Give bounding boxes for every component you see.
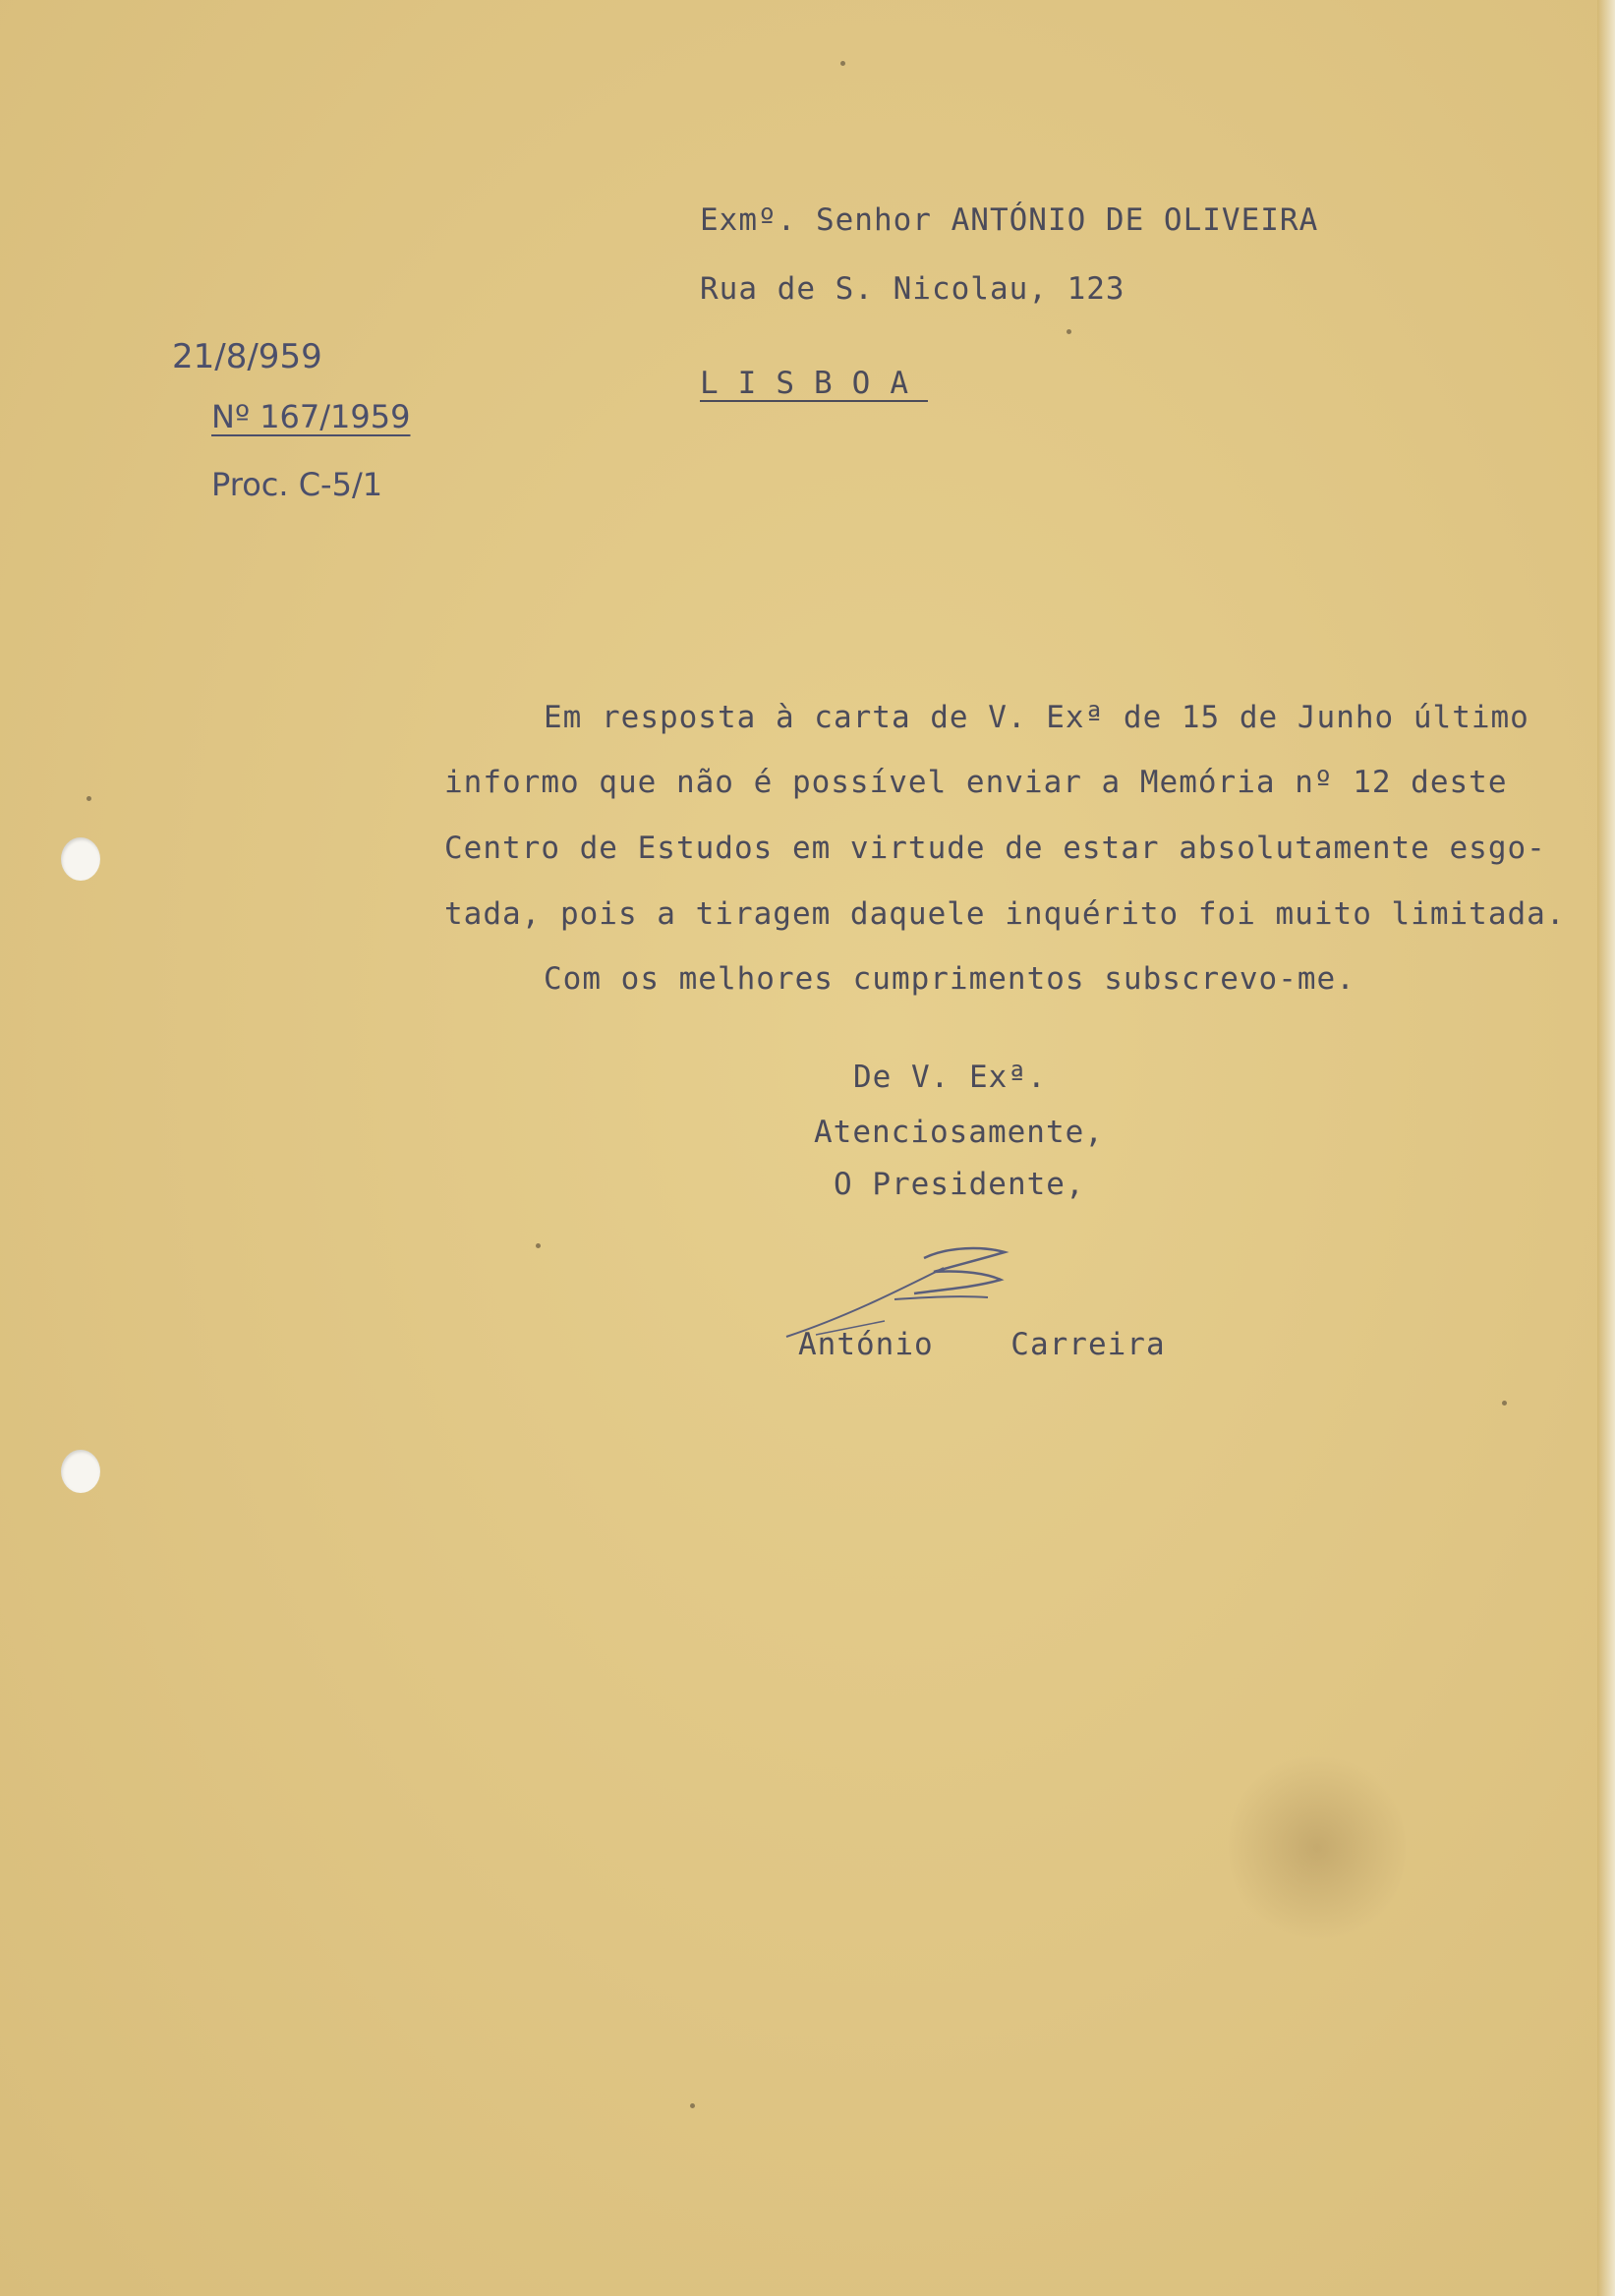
recipient-line-2: Rua de S. Nicolau, 123 bbox=[700, 271, 1125, 307]
punch-hole-bottom bbox=[61, 1450, 100, 1493]
paper-speck bbox=[87, 796, 91, 801]
body-line-4: tada, pois a tiragem daquele inquérito foi muito limitada. bbox=[444, 896, 1566, 932]
page-edge bbox=[1597, 0, 1615, 2296]
body-line-5: Com os melhores cumprimentos subscrevo-me. bbox=[544, 961, 1355, 997]
closing-line-1: De V. Exª. bbox=[853, 1060, 1047, 1095]
reference-number: Nº 167/1959 bbox=[211, 398, 411, 435]
reference-date: 21/8/959 bbox=[172, 337, 322, 376]
body-line-2: informo que não é possível enviar a Memória nº 12 deste bbox=[444, 765, 1508, 800]
paper-speck bbox=[536, 1243, 541, 1248]
paper-stain bbox=[1229, 1750, 1406, 1946]
paper-speck bbox=[840, 61, 845, 66]
paper-speck bbox=[1502, 1401, 1507, 1406]
closing-line-3: O Presidente, bbox=[834, 1167, 1085, 1202]
punch-hole-top bbox=[61, 837, 100, 881]
paper-speck bbox=[1067, 329, 1071, 334]
closing-line-2: Atenciosamente, bbox=[814, 1115, 1104, 1150]
reference-process: Proc. C-5/1 bbox=[211, 466, 383, 503]
body-line-1: Em resposta à carta de V. Exª de 15 de Junho último bbox=[544, 700, 1529, 735]
recipient-city: LISBOA bbox=[700, 366, 928, 401]
signature-name: António Carreira bbox=[798, 1327, 1166, 1362]
recipient-line-1: Exmº. Senhor ANTÓNIO DE OLIVEIRA bbox=[700, 202, 1319, 238]
body-line-3: Centro de Estudos em virtude de estar absolutamente esgo- bbox=[444, 831, 1546, 866]
paper-speck bbox=[690, 2103, 695, 2108]
